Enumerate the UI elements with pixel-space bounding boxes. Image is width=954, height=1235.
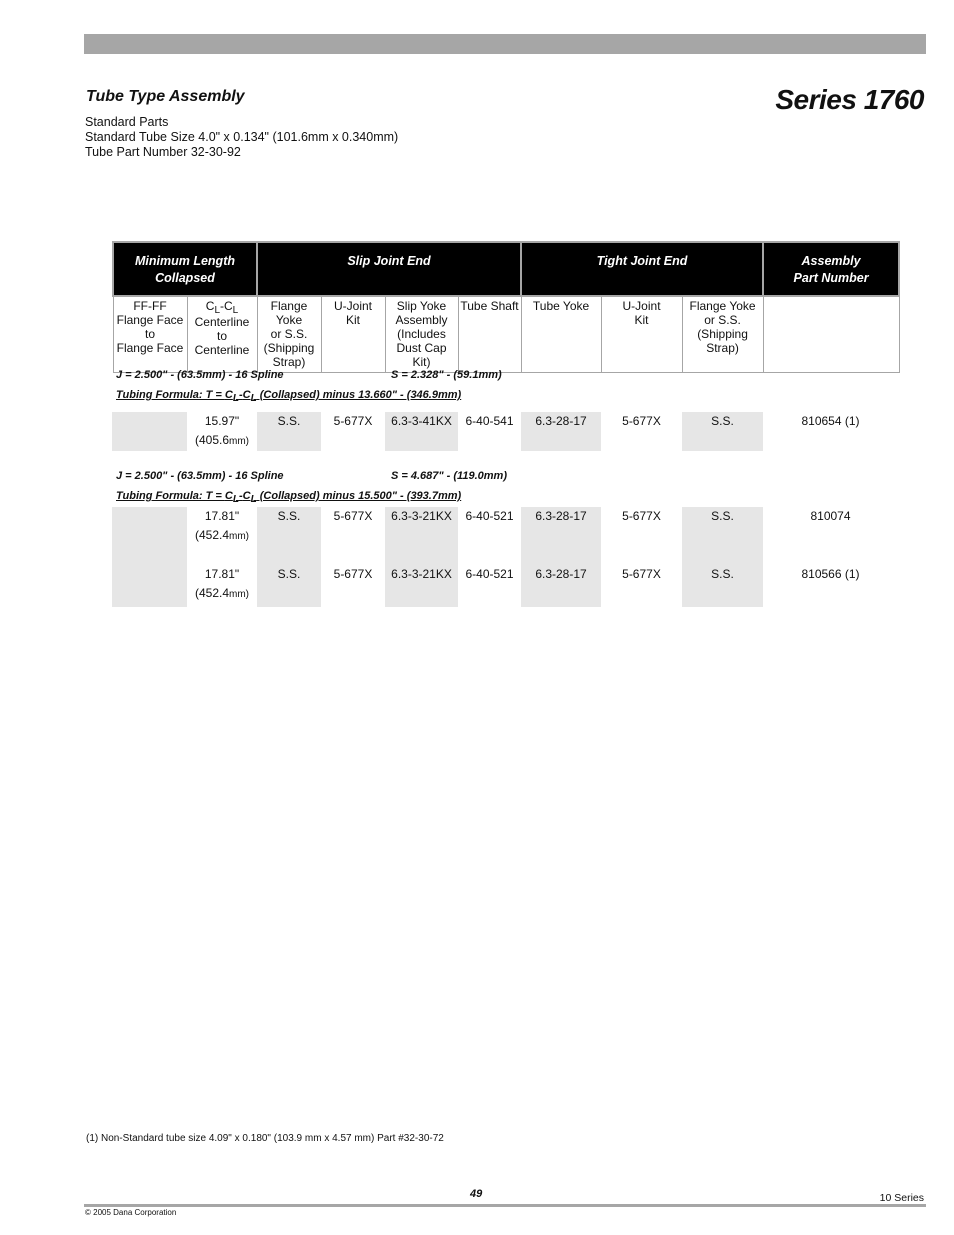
col-label-line: Flange Yoke <box>689 299 756 313</box>
cl-dash: - <box>220 299 224 313</box>
cell-flange-yoke-slip: S.S. <box>257 565 321 607</box>
cl-sub: L <box>232 305 239 316</box>
intro-block <box>85 115 398 160</box>
col-label-line: Flange Face <box>116 313 184 327</box>
j-spec: J = 2.500" - (63.5mm) - 16 Spline <box>116 369 284 381</box>
cell-ujoint-tight: 5-677X <box>622 414 661 428</box>
col-label-line: Centerline <box>194 315 250 329</box>
cell-assembly: 810566 (1) <box>801 567 860 581</box>
col-label-line: Tube Yoke <box>532 299 590 313</box>
cell-tube-yoke: 6.3-28-17 <box>521 565 601 607</box>
group-label-line: Assembly <box>801 254 861 268</box>
intro-line: Standard Parts <box>85 115 169 129</box>
cl-sub: L <box>232 393 239 404</box>
col-label-line: Flange Yoke <box>270 299 308 327</box>
page-number: 49 <box>470 1188 483 1200</box>
cl-sub: L <box>250 393 257 404</box>
table-row <box>112 507 898 565</box>
group-minimum-length <box>113 242 257 296</box>
j-spec: J = 2.500" - (63.5mm) - 16 Spline <box>116 470 284 482</box>
col-label-line: Centerline <box>194 343 250 357</box>
tubing-formula <box>116 389 462 404</box>
cl-inches: 17.81" <box>204 509 240 523</box>
cell-flange-yoke-tight: S.S. <box>682 507 763 565</box>
formula-prefix: Tubing Formula: T = <box>116 389 225 401</box>
bottom-divider-line <box>84 1204 926 1207</box>
cl-mm-unit: mm) <box>229 589 250 600</box>
group-label-line: Collapsed <box>155 271 215 285</box>
cell-ff <box>112 412 187 451</box>
table-row <box>112 565 898 607</box>
cl-sub: L <box>232 494 239 505</box>
col-ujoint-tight <box>601 296 682 373</box>
cl-sub: L <box>214 305 220 316</box>
cell-flange-yoke-slip: S.S. <box>257 507 321 565</box>
cl-letter: C <box>205 299 215 313</box>
cell-tube-shaft: 6-40-541 <box>465 414 514 428</box>
col-label-line: U-Joint <box>622 299 661 313</box>
cl-mm-value: (405.6 <box>194 433 230 447</box>
top-divider-bar <box>84 34 926 54</box>
s-spec: S = 2.328" - (59.1mm) <box>391 369 502 381</box>
section-title: Tube Type Assembly <box>86 88 245 105</box>
cl-sub: L <box>250 494 257 505</box>
spec-line <box>116 470 507 482</box>
cl-mm-value: (452.4 <box>194 586 230 600</box>
cell-tube-shaft: 6-40-521 <box>465 509 514 523</box>
tubing-formula <box>116 490 462 505</box>
col-label-line: Tube Shaft <box>460 299 519 313</box>
col-ujoint-slip <box>321 296 385 373</box>
spec-line <box>116 369 502 381</box>
group-label-line: Minimum Length <box>135 254 235 268</box>
col-label-line: Assembly <box>395 313 448 327</box>
cl-letter: C <box>224 490 233 502</box>
col-flange-yoke-tight <box>682 296 763 373</box>
copyright: © 2005 Dana Corporation <box>85 1208 177 1217</box>
col-label-line: FF-FF <box>133 299 167 313</box>
col-label-line: (Shipping <box>697 327 748 341</box>
section-1-rows <box>112 412 898 451</box>
cell-flange-yoke-tight: S.S. <box>682 565 763 607</box>
cl-mm-value: (452.4 <box>194 528 230 542</box>
cell-tube-yoke: 6.3-28-17 <box>521 507 601 565</box>
cell-slip-yoke: 6.3-3-21KX <box>385 507 458 565</box>
cl-mm-unit: mm) <box>229 436 250 447</box>
col-label-line: or S.S. <box>270 327 308 341</box>
col-label-line: Strap) <box>272 355 306 369</box>
cl-mm <box>187 431 257 451</box>
col-flange-yoke-slip <box>257 296 321 373</box>
col-label-line: Flange Face <box>116 341 184 355</box>
parts-table-header <box>112 241 900 373</box>
series-label: 10 Series <box>879 1192 924 1204</box>
cell-flange-yoke-tight: S.S. <box>682 412 763 451</box>
formula-suffix: (Collapsed) minus 15.500" - (393.7mm) <box>256 490 462 502</box>
col-slip-yoke <box>385 296 458 373</box>
cell-flange-yoke-slip: S.S. <box>257 412 321 451</box>
cell-ujoint-tight: 5-677X <box>622 509 661 523</box>
cell-tube-shaft: 6-40-521 <box>465 567 514 581</box>
col-label-line: Slip Yoke <box>396 299 447 313</box>
cl-letter: C <box>224 389 233 401</box>
cl-inches: 17.81" <box>204 567 240 581</box>
intro-line: Standard Tube Size 4.0" x 0.134" (101.6mm x 0.340mm) <box>85 130 399 144</box>
intro-line: Tube Part Number 32-30-92 <box>85 145 241 159</box>
cl-inches: 15.97" <box>204 414 240 428</box>
col-label-line: Strap) <box>706 341 739 355</box>
cell-assembly: 810074 <box>810 509 851 523</box>
cl-mm <box>187 526 257 546</box>
col-label-line: to <box>216 329 227 343</box>
col-label-line: (Includes <box>397 327 446 341</box>
cl-letter: C <box>242 389 251 401</box>
footnote: (1) Non-Standard tube size 4.09" x 0.180" (103.9 mm x 4.57 mm) Part #32-30-72 <box>86 1133 444 1144</box>
cell-ujoint-slip: 5-677X <box>333 414 373 428</box>
cl-letter: C <box>242 490 251 502</box>
cl-dash: - <box>238 389 243 401</box>
cl-dash: - <box>238 490 243 502</box>
col-assembly-part-number <box>763 296 899 373</box>
col-label-line: (Shipping <box>263 341 315 355</box>
cl-letter: C <box>224 299 233 313</box>
section-2-rows <box>112 507 898 607</box>
cell-slip-yoke: 6.3-3-21KX <box>385 565 458 607</box>
cell-centerline <box>187 507 257 565</box>
formula-prefix: Tubing Formula: T = <box>116 490 225 502</box>
cell-centerline <box>187 565 257 607</box>
cl-mm <box>187 584 257 604</box>
cell-ujoint-slip: 5-677X <box>333 509 373 523</box>
cell-assembly: 810654 (1) <box>801 414 860 428</box>
series-title: Series 1760 <box>775 84 924 115</box>
cl-mm-unit: mm) <box>229 531 250 542</box>
col-tube-yoke <box>521 296 601 373</box>
col-centerline <box>187 296 257 373</box>
cell-centerline <box>187 412 257 451</box>
cell-slip-yoke: 6.3-3-41KX <box>385 412 458 451</box>
centerline-symbol <box>189 299 256 315</box>
col-label-line: U-Joint <box>333 299 372 313</box>
col-label-line: or S.S. <box>704 313 741 327</box>
col-label-line: Kit <box>634 313 649 327</box>
col-ff-ff <box>113 296 187 373</box>
cell-ff <box>112 507 187 565</box>
cell-ujoint-tight: 5-677X <box>622 567 661 581</box>
table-row <box>112 412 898 451</box>
group-assembly-part-number <box>763 242 899 296</box>
cell-ff <box>112 565 187 607</box>
col-label-line: Dust Cap Kit) <box>396 341 447 369</box>
cell-ujoint-slip: 5-677X <box>333 567 373 581</box>
cell-tube-yoke: 6.3-28-17 <box>521 412 601 451</box>
col-label-line: Kit <box>345 313 360 327</box>
group-slip-joint-end: Slip Joint End <box>257 242 521 296</box>
col-label-line: to <box>144 327 155 341</box>
s-spec: S = 4.687" - (119.0mm) <box>391 470 507 482</box>
col-tube-shaft <box>458 296 521 373</box>
formula-suffix: (Collapsed) minus 13.660" - (346.9mm) <box>256 389 462 401</box>
group-tight-joint-end: Tight Joint End <box>521 242 763 296</box>
group-label-line: Part Number <box>793 271 869 285</box>
